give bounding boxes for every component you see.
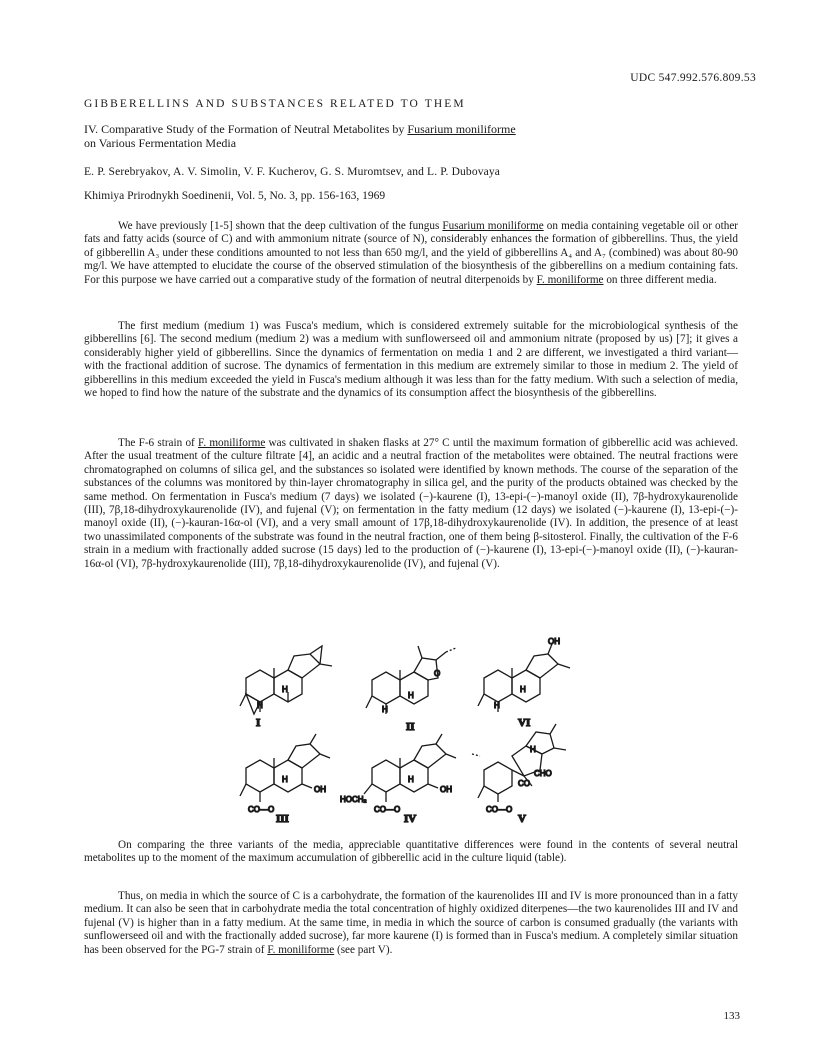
atom-h: H — [257, 701, 263, 710]
atom-h: H — [282, 775, 288, 784]
compound-label-II: II — [406, 721, 415, 733]
atom-co: CO — [518, 779, 530, 788]
compound-label-VI: VI — [518, 717, 531, 729]
atom-h: H — [408, 691, 414, 700]
p3-text-b: was cultivated in shaken flasks at 27° C until the maximum formation of gibberellic acid was achieved. After the usual treatment of the culture filtrate [4], an acidic and a neutral fraction of the metabolites were obtained. The neutral fractions were chromatographed on columns of silica gel, and the substances so isolated were identified by known methods. The course of the separation of the substances of the columns was monitored by thin-layer chromatography in silica gel, and the purity of the products obtained was checked by the same method. On fermentation in Fusca's medium (7 days) we isolated (−)-kaurene (I), 13-epi-(−)-manoyl oxide (II), 7β-hydroxykaurenolide (III), 7β,18-dihydroxykaurenolide (IV), and fujenal (V); on fermentation in the fatty medium (12 days) we isolated (−)-kaurene (I), 13-epi-(−)-manoyl oxide (II), (−)-kauran-16α-ol (VI), and a very small amount of 17β,18-dihydroxykaurenolide (IV). In addition, the presence of at least two unassimilated components of the substrate was found in the neutral fraction, one of them being β-sitosterol. Finally, the cultivation of the F-6 strain in a medium with fractionally added sucrose (15 days) led to the production of (−)-kaurene (I), 13-epi-(−)-manoyl oxide (II), (−)-kauran-16α-ol (VI), 7β-hydroxykaurenolide (III), 7β,18-dihydroxykaurenolide (IV), and fujenal (V). — [84, 437, 739, 570]
compound-label-III: III — [276, 813, 289, 825]
atom-h: H — [520, 685, 526, 694]
p3-text-a: The F-6 strain of — [118, 437, 195, 449]
p1-text-b: on media containing vegetable oil or other fats and fatty acids (source of C) and with ammonium nitrate (source of N), considerably enhances the formation of gibberellins. Thus, the yield of gibberellin A₃ under these conditions amounted to not less than 650 mg/l, and the yield of gibberellins A₄ and A₇ (combined) was about 80-90 mg/l. We have attempted to elucidate the course of the observed stimulation of the biosynthesis of the gibberellins on a medium containing fats. For this purpose we have carried out a comparative study of the formation of neutral diterpenoids by — [84, 220, 739, 286]
title-organism: Fusarium moniliforme — [407, 122, 516, 136]
p5-text-b: (see part V). — [336, 943, 393, 956]
structures-figure — [224, 636, 604, 828]
udc-code: UDC 547.992.576.809.53 — [630, 72, 756, 84]
title-prefix: IV. Comparative Study of the Formation of Neutral Metabolites by — [84, 122, 405, 136]
atom-h: H — [408, 775, 414, 784]
structure-I — [240, 646, 332, 714]
paragraph-5 — [84, 890, 738, 957]
series-title: GIBBERELLINS AND SUBSTANCES RELATED TO THEM — [84, 98, 466, 110]
compound-label-V: V — [518, 813, 526, 825]
atom-oh: OH — [548, 637, 560, 646]
paragraph-3 — [84, 437, 738, 571]
atom-oh: OH — [314, 785, 326, 794]
authors: E. P. Serebryakov, A. V. Simolin, V. F. Kucherov, G. S. Muromtsev, and L. P. Dubovaya — [84, 166, 501, 178]
atom-h: H — [494, 701, 500, 710]
paragraph-4: On comparing the three variants of the media, appreciable quantitative differences were found in the contents of several neutral metabolites up to the moment of the maximum accumulation of gibberellic acid in the culture liquid (table). — [84, 839, 738, 865]
p5-organism: F. moniliforme — [267, 943, 335, 956]
atom-h: H — [530, 745, 536, 754]
structure-VI — [478, 644, 570, 712]
atom-o: O — [434, 669, 441, 678]
atom-hoch2: HOCH₂ — [340, 795, 367, 804]
structure-V — [472, 724, 566, 802]
structures-svg — [224, 636, 604, 828]
compound-label-IV: IV — [404, 813, 417, 825]
paragraph-2: The first medium (medium 1) was Fusca's medium, which is considered extremely suitable for the microbiological synthesis of the gibberellins [6]. The second medium (medium 2) was a medium with sunflowerseed oil and ammonium nitrate (proposed by us) [7]; it gives a considerably higher yield of gibberellins. Since the dynamics of fermentation on media 1 and 2 are different, we investigated a third variant—with the fractional addition of sucrose. The dynamics of fermentation in this medium are extremely similar to those in medium 2. The yield of gibberellins in this medium exceeded the yield in Fusca's medium although it was less than for the fatty medium. With such a selection of media, we hoped to find how the nature of the substrate and the dynamics of its consumption affect the biosynthesis of the gibberellins. — [84, 320, 738, 400]
p1-organism-2: F. moniliforme — [536, 273, 604, 286]
p3-organism: F. moniliforme — [198, 437, 266, 449]
compound-label-I: I — [256, 717, 261, 729]
paragraph-1 — [84, 220, 738, 287]
atom-oh: OH — [440, 785, 452, 794]
p1-text-c: on three different media. — [606, 273, 717, 286]
atom-h: H — [382, 705, 388, 714]
atom-co-o: CO—O — [248, 805, 275, 814]
atom-co-o: CO—O — [374, 805, 401, 814]
p1-text-a: We have previously [1-5] shown that the deep cultivation of the fungus — [118, 220, 440, 232]
journal-reference: Khimiya Prirodnykh Soedinenii, Vol. 5, No. 3, pp. 156-163, 1969 — [84, 190, 386, 202]
p5-text-a: Thus, on media in which the source of C is a carbohydrate, the formation of the kaurenolides III and IV is more pronounced than in a fatty medium. It can also be seen that in carbohydrate media the total concentration of highly oxidized diterpenes—the two kaurenolides III and IV and fujenal (V) is higher than in a fatty medium. At the same time, in media in which the source of carbon is consumed gradually (the variants with sunflowerseed oil and with the fractionally added sucrose), far more kaurene (I) is formed than in Fusca's medium. A completely similar situation has been observed for the PG-7 strain of — [84, 890, 738, 956]
title-suffix: on Various Fermentation Media — [84, 136, 237, 150]
atom-cho: CHO — [534, 769, 552, 778]
page-number: 133 — [723, 1010, 740, 1022]
p1-organism: Fusarium moniliforme — [442, 220, 544, 232]
structure-II — [366, 646, 456, 714]
atom-co-o: CO—O — [486, 805, 513, 814]
article-title — [84, 122, 744, 150]
atom-h: H — [282, 685, 288, 694]
